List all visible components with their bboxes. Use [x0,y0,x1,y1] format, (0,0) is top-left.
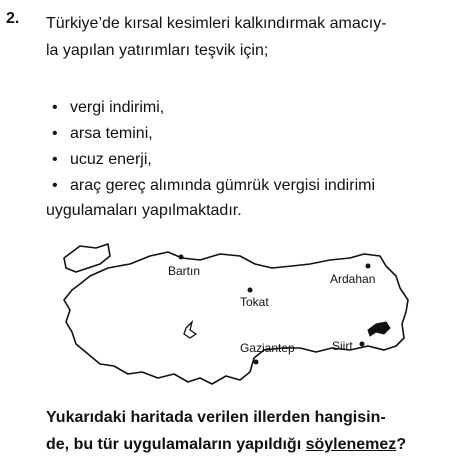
siirt-dot-icon [360,342,365,347]
city-label-bartin: Bartın [168,264,201,278]
prompt-emphasis: söylenemez [305,436,397,453]
van-lake-icon [368,322,390,336]
city-label-gaziantep: Gaziantep [240,341,295,355]
bullet-dot-icon: • [52,99,58,116]
bullet-item [46,173,446,199]
salt-lake-icon [184,322,196,338]
prompt-line-2-start: de, bu tür uygulamaların yapıldığı [46,436,306,453]
ardahan-dot-icon [366,264,371,269]
bullet-item [46,147,446,173]
question-number: 2. [6,10,20,27]
bullet-item [46,95,446,121]
turkey-map [50,238,414,398]
question-stem [46,10,444,64]
bullet-text: ucuz enerji, [70,151,152,168]
bartin-dot-icon [179,255,184,260]
conclusion-text: uygulamaları yapılmaktadır. [46,202,242,219]
tokat-dot-icon [248,288,253,293]
thrace-outline [64,244,110,272]
prompt-line-1: Yukarıdaki haritada verilen illerden hangisin- [46,409,386,426]
prompt-line-2-end: ? [396,436,407,453]
bullet-text: arsa temini, [70,125,153,142]
city-label-ardahan: Ardahan [330,272,376,286]
bullet-text: vergi indirimi, [70,99,165,116]
prompt-line-2 [46,431,446,458]
stem-line-2: la yapılan yatırımları teşvik için; [46,42,269,59]
bullet-dot-icon: • [52,125,58,142]
bullet-text: araç gereç alımında gümrük vergisi indirimi [70,177,375,194]
question-prompt [46,404,446,458]
bullet-item [46,121,446,147]
gaziantep-dot-icon [254,360,259,365]
bullet-dot-icon: • [52,151,58,168]
bullet-dot-icon: • [52,177,58,194]
city-label-siirt: Siirt [332,339,353,353]
bullet-list [46,95,446,199]
stem-line-1: Türkiye’de kırsal kesimleri kalkındırmak amacıy- [46,15,387,32]
city-label-tokat: Tokat [240,295,269,309]
